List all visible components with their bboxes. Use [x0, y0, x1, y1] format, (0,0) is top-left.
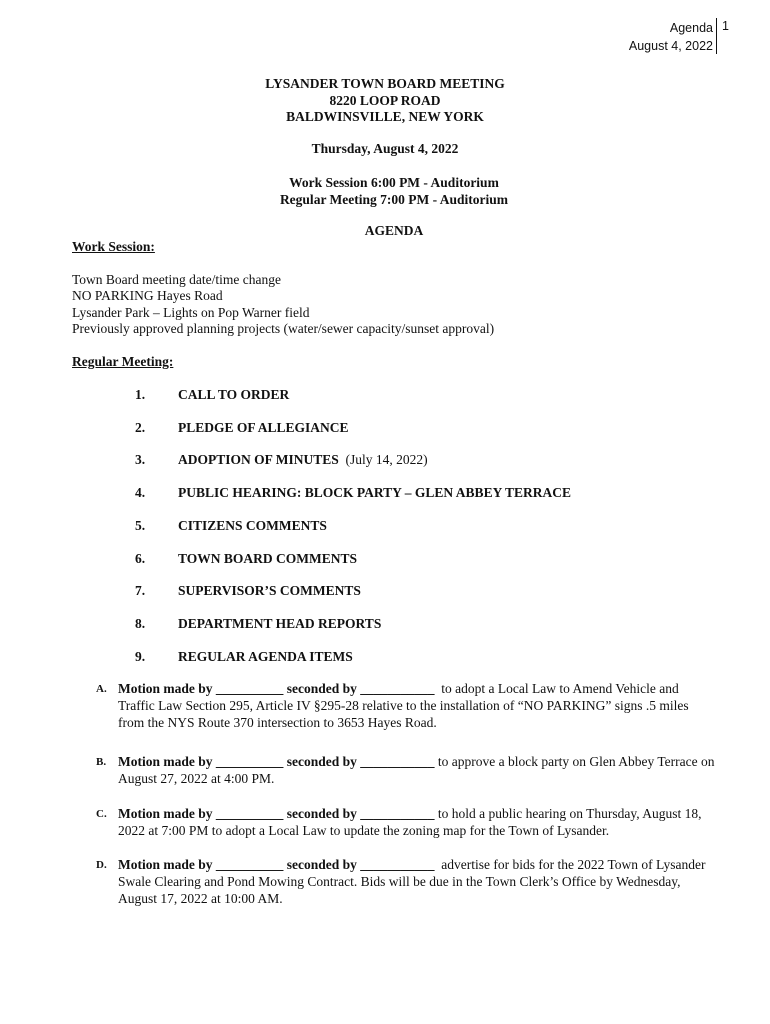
session-times [0, 174, 770, 208]
motion-made-by: Motion made by __________ [118, 681, 284, 696]
title-line-3: BALDWINSVILLE, NEW YORK [286, 109, 484, 124]
list-item: NO PARKING Hayes Road [72, 288, 223, 304]
agenda-item-number: 7. [135, 583, 146, 598]
agenda-item [135, 551, 357, 567]
motion-letter: A. [96, 683, 107, 695]
page-header [629, 19, 713, 55]
agenda-item-number: 1. [135, 387, 146, 402]
header-doc-type: Agenda [669, 21, 713, 35]
motion-seconded-by: seconded by ___________ [286, 754, 435, 769]
agenda-item-label: PLEDGE OF ALLEGIANCE [178, 420, 349, 435]
regular-meeting-time: Regular Meeting 7:00 PM - Auditorium [279, 192, 509, 207]
work-session-time: Work Session 6:00 PM - Auditorium [289, 175, 499, 190]
agenda-item-number: 3. [135, 452, 146, 467]
motion-letter: B. [96, 756, 107, 768]
motion-letter: C. [96, 808, 107, 820]
agenda-item-label: TOWN BOARD COMMENTS [178, 551, 358, 566]
motion-seconded-by: seconded by ___________ [286, 681, 435, 696]
agenda-item [135, 420, 349, 436]
agenda-item-number: 9. [135, 649, 146, 664]
agenda-item-label: CITIZENS COMMENTS [178, 518, 327, 533]
agenda-item-note: (July 14, 2022) [345, 452, 428, 467]
agenda-item-number: 2. [135, 420, 146, 435]
work-session-heading: Work Session: [72, 239, 155, 254]
work-session-list [72, 272, 494, 337]
agenda-item-number: 4. [135, 485, 146, 500]
motion-item [96, 806, 716, 840]
agenda-item-number: 5. [135, 518, 146, 533]
header-divider [716, 18, 717, 54]
list-item: Town Board meeting date/time change [72, 272, 281, 287]
agenda-item [135, 485, 571, 501]
motion-made-by: Motion made by __________ [118, 754, 284, 769]
motion-text: to approve a block party on Glen Abbey Terrace on August 27, 2022 at 4:00 PM. [118, 754, 715, 786]
page-number: 1 [722, 19, 729, 33]
header-date: August 4, 2022 [628, 39, 713, 53]
agenda-item-label: DEPARTMENT HEAD REPORTS [178, 616, 382, 631]
agenda-item-label: CALL TO ORDER [178, 387, 290, 402]
motion-made-by: Motion made by __________ [118, 806, 284, 821]
agenda-item [135, 518, 327, 534]
agenda-item-label: SUPERVISOR’S COMMENTS [178, 583, 361, 598]
motion-item [96, 754, 716, 788]
motion-item [96, 681, 716, 731]
motion-seconded-by: seconded by ___________ [286, 806, 435, 821]
title-line-1: LYSANDER TOWN BOARD MEETING [265, 76, 505, 91]
motion-made-by: Motion made by __________ [118, 857, 284, 872]
meeting-date: Thursday, August 4, 2022 [311, 141, 459, 156]
list-item: Lysander Park – Lights on Pop Warner field [72, 304, 310, 320]
title-line-2: 8220 LOOP ROAD [329, 92, 441, 108]
agenda-item-label: REGULAR AGENDA ITEMS [178, 649, 353, 664]
motion-seconded-by: seconded by ___________ [286, 857, 435, 872]
agenda-item-label: PUBLIC HEARING: BLOCK PARTY – GLEN ABBEY TERRACE [178, 485, 571, 500]
motion-text: advertise for bids for the 2022 Town of Lysander Swale Clearing and Pond Mowing Contract. Bids will be due in the Town Clerk’s Office by Wednesday, August 17, 2022 at 10:00 AM. [118, 857, 706, 906]
motion-text: to hold a public hearing on Thursday, August 18, 2022 at 7:00 PM to adopt a Local Law to update the zoning map for the Town of Lysander. [118, 806, 702, 838]
agenda-item-number: 8. [135, 616, 146, 631]
regular-meeting-heading: Regular Meeting: [72, 354, 174, 369]
agenda-heading: AGENDA [364, 223, 424, 238]
motion-letter: D. [96, 859, 107, 871]
agenda-item-number: 6. [135, 551, 146, 566]
agenda-item-label: ADOPTION OF MINUTES [178, 452, 339, 467]
agenda-item [135, 452, 428, 468]
agenda-item [135, 387, 289, 403]
agenda-item [135, 583, 361, 599]
motion-item [96, 857, 716, 907]
list-item: Previously approved planning projects (water/sewer capacity/sunset approval) [72, 320, 495, 336]
document-title [0, 76, 770, 126]
agenda-item [135, 616, 381, 632]
agenda-item [135, 649, 353, 665]
motion-text: to adopt a Local Law to Amend Vehicle and Traffic Law Section 295, Article IV §295-28 relative to the installation of “NO PARKING” signs .5 miles from the NYS Route 370 intersection to 3653 Hayes Road. [118, 681, 689, 730]
